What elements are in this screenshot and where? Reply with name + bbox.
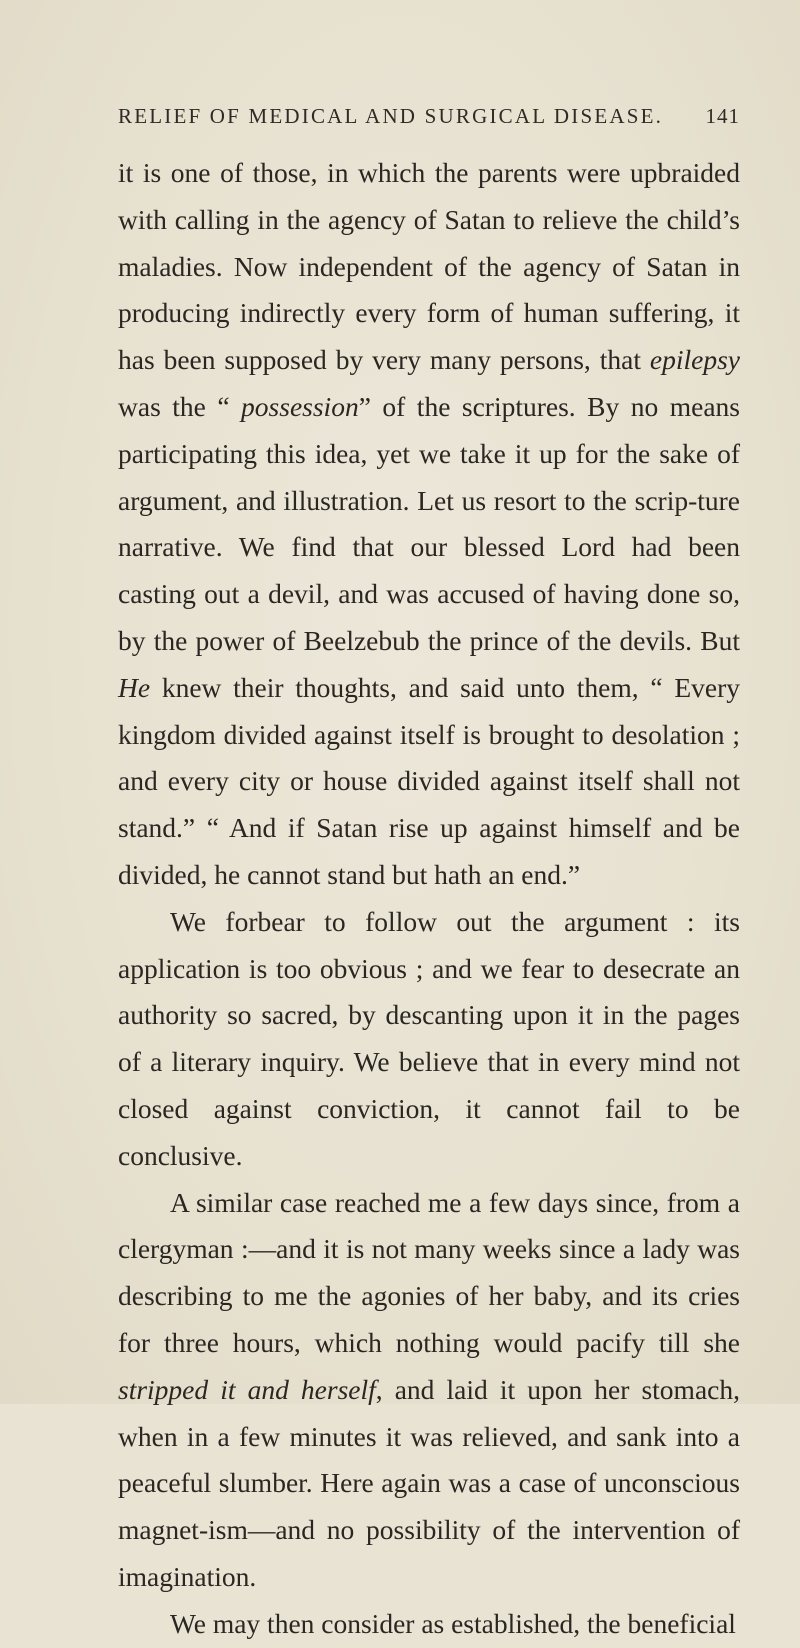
running-title: RELIEF OF MEDICAL AND SURGICAL DISEASE. — [118, 104, 664, 128]
text-segment: We forbear to follow out the argument : its application is too obvious ; and we fear to desecrate an authority so sacred, by descanting upon it in the pages of a literary inquiry. We believe that in every mind not closed against conviction, it cannot fail to be conclusive. — [118, 905, 740, 1171]
paragraph-1 — [118, 150, 740, 899]
text-segment: A similar case reached me a few days since, from a clergyman :—and it is not many weeks since a lady was describing to me the agonies of her baby, and its cries for three hours, which nothing would pacify till she — [118, 1186, 740, 1358]
text-segment: We may then consider as established, the beneficial — [170, 1607, 736, 1639]
paragraph-2 — [118, 899, 740, 1180]
text-segment: , and laid it upon her stomach, when in a few minutes it was relieved, and sank into a peaceful slumber. Here again was a case of unconscious magnet-ism—and no possibility of the intervention of imagination. — [118, 1373, 740, 1592]
running-header — [118, 104, 740, 129]
italic-he: He — [118, 671, 151, 703]
italic-epilepsy: epilepsy — [649, 344, 740, 376]
text-segment: knew their thoughts, and said unto them, “ Every kingdom divided against itself is brought to desolation ; and every city or house divided against itself shall not stand.” “ And if Satan rise up against himself and be divided, he cannot stand but hath an end.” — [118, 671, 740, 890]
italic-possession: possession — [241, 390, 359, 422]
italic-stripped: stripped it and herself — [118, 1373, 376, 1405]
text-segment: it is one of those, in which the parents were upbraided with calling in the agency of Satan to relieve the child’s maladies. Now independent of the agency of Satan in producing indirectly every form of human suffering, it has been supposed by very many persons, that — [118, 157, 740, 376]
paragraph-4 — [118, 1601, 740, 1648]
text-segment: was the “ — [118, 390, 242, 422]
text-segment: ” of the scriptures. By no means participating this idea, yet we take it up for the sake of argument, and illustration. Let us resort to the scrip-ture narrative. We find that our blessed Lord had been casting out a devil, and was accused of having done so, by the power of Beelzebub the prince of the devils. But — [118, 390, 740, 656]
body-text — [118, 150, 740, 1648]
page-number: 141 — [705, 104, 740, 128]
paragraph-3 — [118, 1180, 740, 1601]
